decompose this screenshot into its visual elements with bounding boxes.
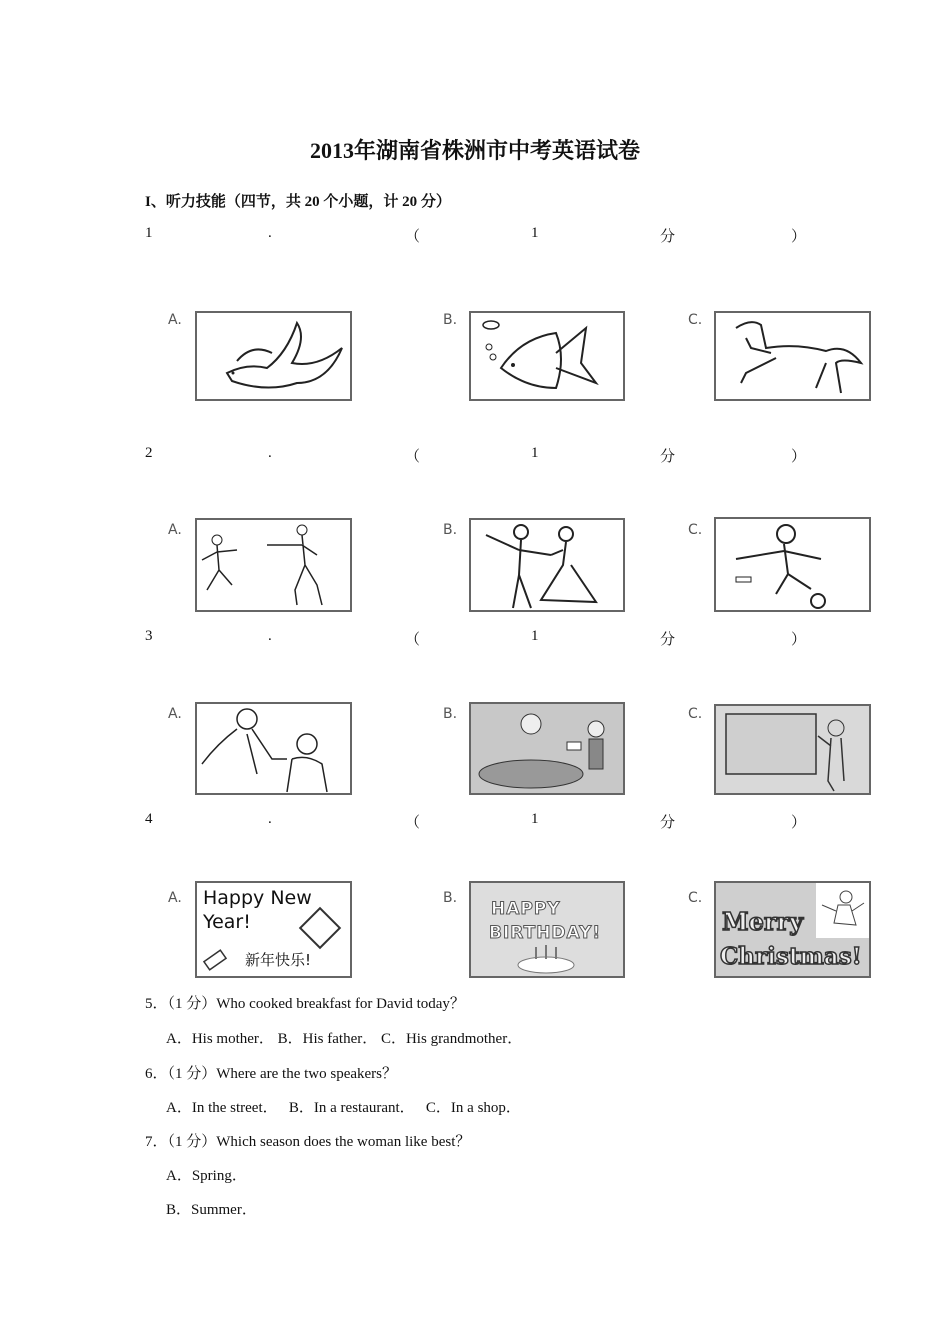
open-paren: （ [405, 449, 421, 465]
question-6-stem: 6．（1 分）Where are the two speakers？ [145, 1066, 397, 1082]
christmas-card[interactable] [714, 881, 871, 978]
question-score: 1 [531, 225, 539, 241]
fortune-icon [299, 907, 341, 949]
open-paren: （ [405, 815, 421, 831]
option-a-label: A. [168, 312, 182, 328]
option-b-label: B. [443, 522, 458, 538]
cake-icon [511, 943, 581, 975]
close-paren: ） [791, 815, 807, 831]
option-c-label: C. [688, 312, 703, 328]
question-dot: . [268, 225, 272, 241]
card-b-line2: BIRTHDAY! [489, 923, 602, 943]
dancers-icon [471, 520, 623, 610]
doctor-icon [197, 704, 350, 793]
question-dot: . [268, 811, 272, 827]
question-score: 1 [531, 445, 539, 461]
question-2-line [0, 445, 950, 467]
question-score: 1 [531, 628, 539, 644]
question-5-stem: 5．（1 分）Who cooked breakfast for David today？ [145, 996, 465, 1012]
card-a-line1: Happy New [203, 887, 312, 909]
option-a-label: A. [168, 706, 182, 722]
score-unit: 分 [660, 449, 676, 465]
question-dot: . [268, 445, 272, 461]
football-player-icon [716, 519, 869, 610]
question-dot: . [268, 628, 272, 644]
option-c-label: C. [688, 706, 703, 722]
close-paren: ） [791, 449, 807, 465]
question-4-line [0, 811, 950, 833]
score-unit: 分 [660, 229, 676, 245]
doctor-picture[interactable] [195, 702, 352, 795]
open-paren: （ [405, 632, 421, 648]
score-unit: 分 [660, 632, 676, 648]
option-c-label: C. [688, 522, 703, 538]
question-6-options[interactable]: A．In the street． B．In a restaurant． C．In a shop． [166, 1100, 521, 1116]
question-3-line [0, 628, 950, 650]
option-b-label: B. [443, 706, 458, 722]
bird-picture[interactable] [195, 311, 352, 401]
football-picture[interactable] [714, 517, 871, 612]
option-c-label: C. [688, 890, 703, 906]
question-1-line [0, 225, 950, 247]
question-7-option-a[interactable]: A．Spring． [166, 1168, 247, 1184]
question-score: 1 [531, 811, 539, 827]
firecracker-icon [201, 945, 231, 973]
question-7-option-b[interactable]: B．Summer． [166, 1202, 257, 1218]
question-7-stem: 7．（1 分）Which season does the woman like best？ [145, 1134, 471, 1150]
birthday-card[interactable] [469, 881, 625, 978]
fish-picture[interactable] [469, 311, 625, 401]
option-b-label: B. [443, 312, 458, 328]
dancing-picture[interactable] [469, 518, 625, 612]
question-number: 1 [145, 225, 153, 241]
bird-icon [197, 313, 350, 399]
close-paren: ） [791, 632, 807, 648]
question-5-options[interactable]: A．His mother． B．His father． C．His grandmother． [166, 1031, 523, 1047]
question-number: 4 [145, 811, 153, 827]
running-picture[interactable] [195, 518, 352, 612]
section-heading: I、听力技能（四节，共 20 个小题，计 20 分） [145, 194, 451, 210]
card-a-line2: Year! [203, 911, 251, 933]
birthday-party-picture[interactable] [469, 702, 625, 795]
teacher-picture[interactable] [714, 704, 871, 795]
angel-icon [816, 883, 869, 938]
score-unit: 分 [660, 815, 676, 831]
question-number: 3 [145, 628, 153, 644]
question-number: 2 [145, 445, 153, 461]
fish-icon [471, 313, 623, 399]
option-a-label: A. [168, 522, 182, 538]
new-year-card[interactable] [195, 881, 352, 978]
card-a-chinese: 新年快乐! [245, 951, 312, 969]
runners-icon [197, 520, 350, 610]
card-c-line1: Merry [722, 907, 804, 936]
card-b-line1: HAPPY [491, 899, 561, 919]
party-icon [471, 704, 623, 793]
horse-icon [716, 313, 869, 399]
option-b-label: B. [443, 890, 458, 906]
open-paren: （ [405, 229, 421, 245]
option-a-label: A. [168, 890, 182, 906]
page-title: 2013年湖南省株洲市中考英语试卷 [309, 138, 640, 163]
teacher-icon [716, 706, 869, 793]
close-paren: ） [791, 229, 807, 245]
horse-picture[interactable] [714, 311, 871, 401]
card-c-line2: Christmas! [720, 943, 862, 970]
